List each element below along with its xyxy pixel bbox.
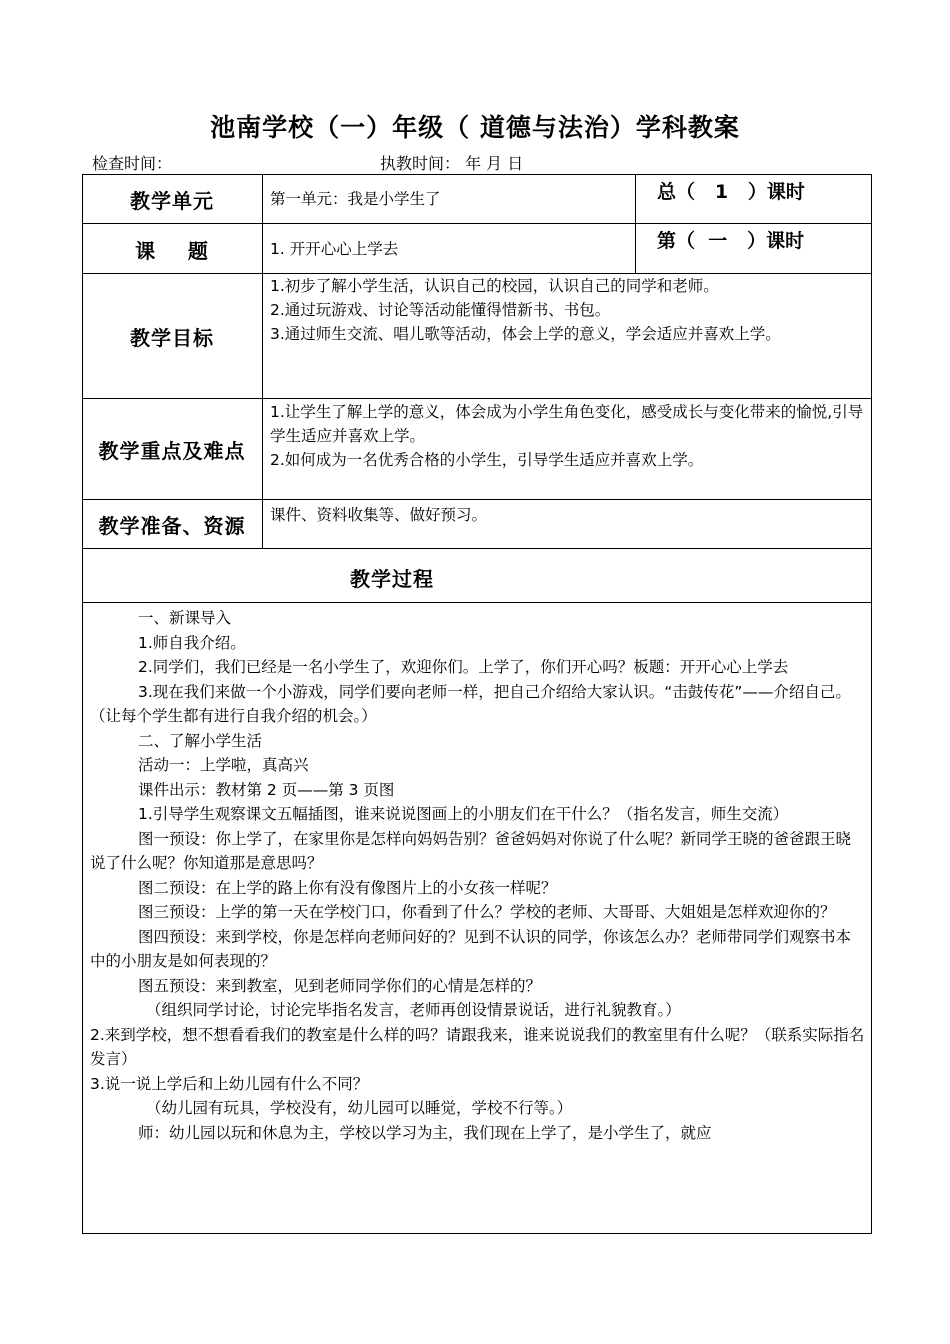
check-time-label: 检查时间： xyxy=(92,154,173,173)
process-paragraph: 图五预设：来到教室，见到老师同学你们的心情是怎样的？ xyxy=(138,976,542,995)
unit-value: 第一单元：我是小学生了 xyxy=(270,190,441,208)
process-paragraph: 1.师自我介绍。 xyxy=(138,633,246,652)
process-paragraph: 3.现在我们来做一个小游戏，同学们要向老师一样，把自己介绍给大家认识。“击鼓传花”——介绍自己。（让每个学生都有进行自我介绍的机会。） xyxy=(90,682,851,725)
process-paragraph: 1.引导学生观察课文五幅插图，谁来说说图画上的小朋友们在干什么？（指名发言，师生交流） xyxy=(138,805,789,823)
resources-label: 教学准备、资源 xyxy=(98,514,246,538)
resources-value: 课件、资料收集等、做好预习。 xyxy=(270,506,488,524)
process-paragraph: 图三预设：上学的第一天在学校门口，你看到了什么？学校的老师、大哥哥、大姐姐是怎样欢迎你的？ xyxy=(138,903,836,921)
goal-item: 3.通过师生交流、唱儿歌等活动，体会上学的意义，学会适应并喜欢上学。 xyxy=(270,325,781,343)
process-title: 教学过程 xyxy=(350,567,434,591)
process-paragraph: 活动一：上学啦，真高兴 xyxy=(138,756,309,774)
key-points-label: 教学重点及难点 xyxy=(98,439,246,463)
goals-label: 教学目标 xyxy=(130,326,214,350)
process-paragraph: 图一预设：你上学了，在家里你是怎样向妈妈告别？爸爸妈妈对你说了什么呢？新同学王晓的爸爸跟王晓说了什么呢？你知道那是意思吗？ xyxy=(90,829,852,872)
key-point-item: 1.让学生了解上学的意义，体会成为小学生角色变化，感受成长与变化带来的愉悦,引导学生适应并喜欢上学。 xyxy=(270,403,864,445)
process-paragraph: （组织同学讨论，讨论完毕指名发言，老师再创设情景说话，进行礼貌教育。） xyxy=(146,1001,681,1019)
goal-item: 1.初步了解小学生活，认识自己的校园，认识自己的同学和老师。 xyxy=(270,277,719,295)
process-paragraph: 图四预设：来到学校，你是怎样向老师问好的？见到不认识的同学，你该怎么办？老师带同学们观察书本中的小朋友是如何表现的？ xyxy=(90,927,852,970)
process-paragraph: 二、了解小学生活 xyxy=(138,731,263,750)
table-column-divider xyxy=(635,174,636,274)
lesson-plan-table xyxy=(82,174,872,1234)
process-paragraph: 2.同学们，我们已经是一名小学生了，欢迎你们。上学了，你们开心吗？板题：开开心心上学去 xyxy=(138,658,789,676)
process-paragraph: 一、新课导入 xyxy=(138,609,232,627)
total-hours: 总（ 1 ）课时 xyxy=(657,181,805,203)
table-border-right xyxy=(871,174,872,1234)
key-point-item: 2.如何成为一名优秀合格的小学生，引导学生适应并喜欢上学。 xyxy=(270,451,704,469)
goal-item: 2.通过玩游戏、讨论等活动能懂得惜新书、书包。 xyxy=(270,301,611,319)
process-paragraph: 2.来到学校，想不想看看我们的教室是什么样的吗？请跟我来，谁来说说我们的教室里有什么呢？（联系实际指名发言） xyxy=(90,1025,865,1068)
teach-time-label: 执教时间： 年 月 日 xyxy=(380,154,524,173)
topic-label: 课 题 xyxy=(135,238,209,263)
unit-label: 教学单元 xyxy=(130,188,214,213)
table-rule xyxy=(82,602,872,603)
page-title: 池南学校（一）年级（ 道德与法治）学科教案 xyxy=(210,113,740,142)
process-paragraph: 课件出示：教材第 2 页——第 3 页图 xyxy=(138,780,395,799)
goals-list xyxy=(270,274,867,346)
process-paragraph: 3.说一说上学后和上幼儿园有什么不同？ xyxy=(90,1074,369,1093)
process-content xyxy=(90,606,866,1145)
topic-value: 1. 开开心心上学去 xyxy=(270,240,399,258)
key-points-list xyxy=(270,400,867,472)
process-paragraph: 图二预设：在上学的路上你有没有像图片上的小女孩一样呢？ xyxy=(138,878,557,897)
process-paragraph: （幼儿园有玩具，学校没有，幼儿园可以睡觉，学校不行等。） xyxy=(146,1099,573,1117)
process-paragraph: 师：幼儿园以玩和休息为主，学校以学习为主，我们现在上学了，是小学生了，就应 xyxy=(138,1123,712,1142)
lesson-number: 第（ 一 ）课时 xyxy=(657,230,805,252)
table-column-divider xyxy=(262,174,263,549)
table-border-bottom xyxy=(82,1233,872,1234)
